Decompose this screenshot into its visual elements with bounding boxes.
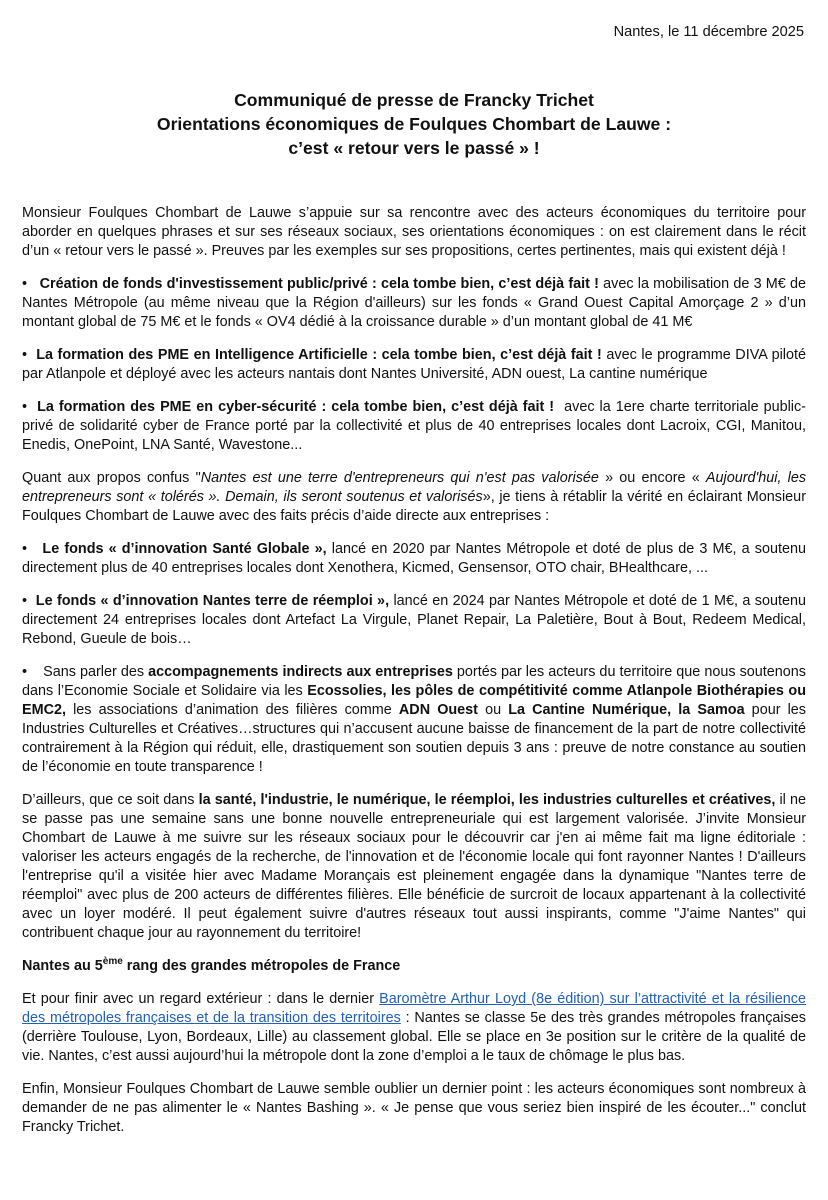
bold-run: Ecossolies, les pôles de compétitivité comme Atlanpole Biothérapies ou EMC2, — [22, 683, 806, 718]
barometer-link[interactable]: Baromètre Arthur Loyd (8e édition) sur l’attractivité et la résilience des métropoles françaises et de la transition des territoires — [22, 991, 806, 1026]
text-run: il ne se passe pas une semaine sans une bonne nouvelle entrepreneuriale qui est largement valorisée. J’invite Monsieur Chombart de Lauwe à me suivre sur les réseaux sociaux pour le découvrir car j'en ai même fait ma ligne éditoriale : valoriser les acteurs engagés de la recherche, de l'innovation et de l'économie locale qui font rayonner Nantes ! D'ailleurs l'entreprise qu'il a visitée hier avec Madame Morançais est pleinement engagée dans la dynamique "Nantes terre de réemploi" avec plus de 200 acteurs de différentes filières. Elle bénéficie de surcroit de locaux appartenant à la collectivité avec un loyer modéré. Il peut également suivre d'autres réseaux tout aussi inspirants, comme "J'aime Nantes" qui contribuent chaque jour au rayonnement du territoire! — [22, 792, 807, 941]
sectors-paragraph — [22, 791, 806, 943]
text-run: : Nantes se classe 5e des très grandes métropoles françaises (derrière Toulouse, Lyon, Bordeaux, Lille) au classement global. Elle se place en 3e position sur le critère de la qualité de vie. Nantes, c’est aussi aujourd’hui la métropole dont la zone d’emploi a le taux de chômage le plus bas. — [22, 1010, 806, 1064]
text-run: les associations d’animation des filières comme — [65, 702, 399, 718]
bullet-heading: La formation des PME en cyber-sécurité : cela tombe bien, c’est déjà fait ! — [37, 399, 555, 415]
bullet-reuse-fund — [22, 592, 806, 649]
heading-text: Nantes au 5 — [22, 958, 103, 974]
title-line-2: Orientations économiques de Foulques Chombart de Lauwe : — [156, 114, 672, 134]
bold-run: La Cantine Numérique, la Samoa — [508, 702, 745, 718]
text-run: », je tiens à rétablir la vérité en éclairant Monsieur Foulques Chombart de Lauwe avec des faits précis d’aide directe aux entreprises : — [22, 489, 806, 524]
text-run: • Sans parler des — [22, 664, 149, 680]
quote-run: Nantes est une terre d'entrepreneurs qui n'est pas valorisée — [200, 470, 599, 486]
bullet-marker: • — [22, 541, 43, 557]
bullet-text: avec le programme DIVA piloté par Atlanpole et déployé avec les acteurs nantais dont Nantes Université, ADN ouest, La cantine numérique — [22, 347, 806, 382]
bullet-text: avec la mobilisation de 3 M€ de Nantes Métropole (au même niveau que la Région d'ailleurs) sur les fonds « Grand Ouest Capital Amorçage 2 » d’un montant global de 75 M€ et le fonds « OV4 dédié à la croissance durable » d’un montant global de 41 M€ — [22, 276, 806, 330]
bold-run: accompagnements indirects aux entreprises — [148, 664, 453, 680]
bold-run: la santé, l'industrie, le numérique, le réemploi, les industries culturelles et créatives, — [198, 792, 776, 808]
bullet-marker: • — [22, 399, 38, 415]
bullet-text: lancé en 2020 par Nantes Métropole et doté de plus de 3 M€, a soutenu directement plus de 40 entreprises locales dont Xenothera, Kicmed, Gensensor, OTO chair, BHealthcare, ... — [22, 541, 806, 576]
bullet-marker: • — [22, 593, 36, 609]
bullet-text: avec la 1ere charte territoriale public-privé de solidarité cyber de France porté par la collectivité et plus de 40 entreprises locales dont Lacroix, CGI, Manitou, Enedis, OnePoint, LNA Santé, Wavestone... — [22, 399, 810, 453]
text-run: Et pour finir avec un regard extérieur : dans le dernier — [22, 991, 380, 1007]
press-release-title — [22, 88, 806, 160]
bullet-heading: Le fonds « d’innovation Santé Globale », — [42, 541, 327, 557]
text-run: pour les Industries Culturelles et Créatives…structures qui n’accusent aucune baisse de financement de la part de notre collectivité contrairement à la Région qui réduit, elle, drastiquement son soutien depuis 3 ans : preuve de notre constance au soutien de l’économie en toute transparence ! — [22, 702, 806, 775]
text-run: » ou encore « — [605, 470, 706, 486]
title-line-3: c’est « retour vers le passé » ! — [288, 138, 540, 158]
bullet-text: lancé en 2024 par Nantes Métropole et doté de 1 M€, a soutenu directement 24 entreprises locales dont Artefact La Virgule, Planet Repair, La Paletière, Bout à Bout, Redeem Medical, Rebond, Gueule de bois… — [22, 593, 806, 647]
dateline: Nantes, le 11 décembre 2025 — [613, 24, 804, 40]
title-line-1: Communiqué de presse de Francky Trichet — [234, 90, 594, 110]
bullet-heading: Le fonds « d’innovation Nantes terre de réemploi », — [35, 593, 390, 609]
ranking-heading — [22, 957, 806, 976]
intro-paragraph: Monsieur Foulques Chombart de Lauwe s’appuie sur sa rencontre avec des acteurs économiques du territoire pour aborder en quelques phrases et sur ses réseaux sociaux, ses orientations économiques : on est clairement dans le récit d’un « retour vers le passé ». Preuves par les exemples sur ses propositions, certes pertinentes, mais qui existent déjà ! — [22, 205, 806, 259]
conclusion-paragraph: Enfin, Monsieur Foulques Chombart de Lauwe semble oublier un dernier point : les acteurs économiques sont nombreux à demander de ne pas alimenter le « Nantes Bashing ». « Je pense que vous seriez bien inspiré de les écouter..." conclut Francky Trichet. — [22, 1081, 806, 1135]
bullet-marker: • — [22, 276, 40, 292]
confused-statements-paragraph — [22, 469, 806, 526]
bullet-cyber-training — [22, 398, 810, 455]
text-run: portés par les acteurs du territoire que nous soutenons dans l’Economie Sociale et Solidaire via les — [22, 664, 806, 699]
heading-text: rang des grandes métropoles de France — [122, 958, 401, 974]
barometer-paragraph — [22, 990, 806, 1066]
bullet-marker: • — [22, 347, 37, 363]
quote-run: Aujourd'hui, les entrepreneurs sont « tolérés ». Demain, ils seront soutenus et valorisés — [22, 470, 807, 505]
bullet-investment-funds — [22, 275, 806, 332]
text-run: ou — [477, 702, 509, 718]
text-run: Quant aux propos confus " — [22, 470, 201, 486]
bullet-health-fund — [22, 540, 806, 578]
bullet-indirect-support — [22, 663, 806, 777]
heading-superscript: ème — [102, 956, 123, 968]
bullet-heading: La formation des PME en Intelligence Artificielle : cela tombe bien, c’est déjà fait ! — [36, 347, 602, 363]
text-run: D’ailleurs, que ce soit dans — [22, 792, 199, 808]
bullet-heading: Création de fonds d'investissement public/privé : cela tombe bien, c’est déjà fait ! — [39, 276, 599, 292]
bold-run: ADN Ouest — [398, 702, 478, 718]
bullet-ai-training — [22, 346, 806, 384]
